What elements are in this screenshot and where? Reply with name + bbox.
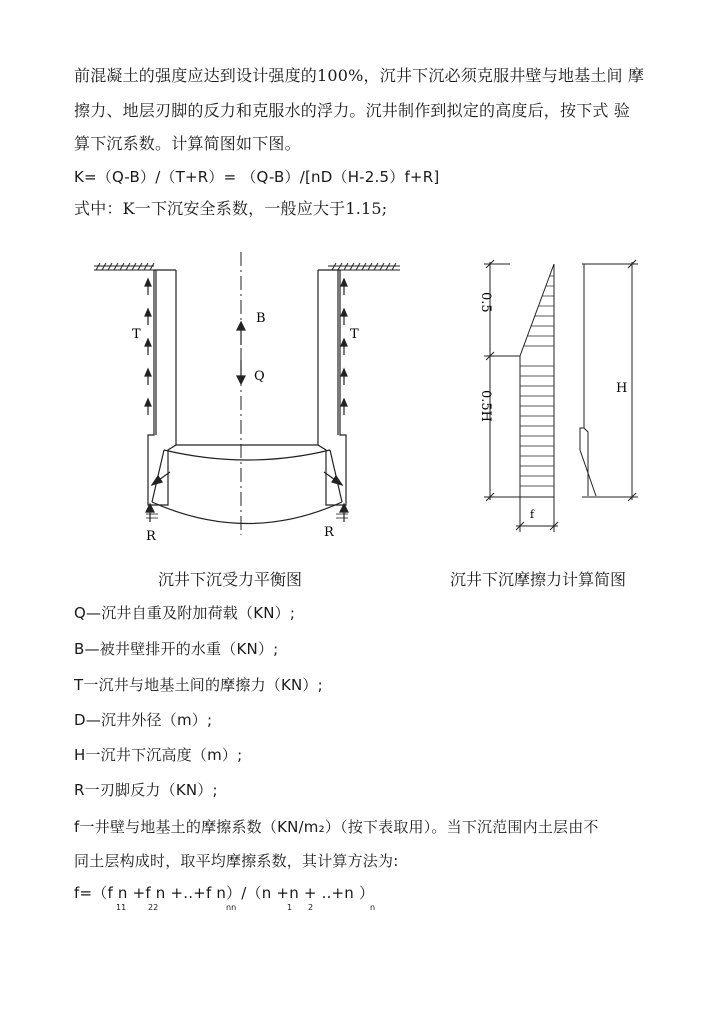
label-r-right: R [324, 525, 334, 540]
definition-q: Q—沉井自重及附加荷载（KN）; [74, 604, 296, 622]
definition-h: H一沉井下沉高度（m）; [74, 746, 243, 764]
subscript-f1n1: 11 [116, 903, 127, 912]
formula-k: K=（Q-B）/（T+R）= （Q-B）/[nD（H-2.5）f+R] [74, 168, 440, 186]
label-upper: 0.5 [478, 292, 493, 313]
caption-right: 沉井下沉摩擦力计算简图 [450, 570, 627, 589]
label-t-right: T [350, 327, 359, 342]
label-t-left: T [132, 327, 141, 342]
label-f: f [530, 508, 535, 521]
definition-f-line-1: f一井壁与地基土的摩擦系数（KN/m₂）（按下表取用）。当下沉范围内土层由不 [74, 818, 599, 836]
caption-left: 沉井下沉受力平衡图 [158, 570, 303, 589]
label-q: Q [254, 369, 265, 384]
subscript-nn: n [370, 903, 376, 912]
definition-d: D—沉井外径（m）; [74, 711, 213, 729]
intro-line-2: 擦力、地层刃脚的反力和克服水的浮力。沉井制作到拟定的高度后，按下式 验 [74, 101, 631, 120]
label-h: H [616, 381, 628, 396]
definition-r: R一刃脚反力（KN）; [74, 781, 218, 799]
definition-f-line-2: 同土层构成时，取平均摩擦系数，其计算方法为: [74, 852, 399, 870]
definition-b: B—被井壁排开的水重（KN）; [74, 640, 279, 658]
definition-t: T一沉井与地基土间的摩擦力（KN）; [74, 676, 323, 694]
force-balance-diagram [88, 250, 408, 550]
k-definition: 式中：K一下沉安全系数，一般应大于1.15; [74, 199, 388, 218]
subscript-f2n2: 22 [148, 903, 159, 912]
subscript-n2: 2 [308, 903, 314, 912]
label-r-left: R [146, 529, 156, 544]
friction-calc-diagram [470, 250, 650, 540]
label-b: B [256, 311, 266, 326]
label-lower: 0.5H [478, 390, 493, 423]
subscript-fnnn: nn [226, 903, 237, 912]
intro-line-1: 前混凝土的强度应达到设计强度的100%，沉井下沉必须克服井壁与地基土间 摩 [74, 66, 645, 85]
formula-f: f=（f n +f n +..+f n）/（n +n + ..+n ） [74, 884, 375, 902]
intro-line-3: 算下沉系数。计算简图如下图。 [74, 134, 301, 153]
subscript-n1: 1 [287, 903, 293, 912]
